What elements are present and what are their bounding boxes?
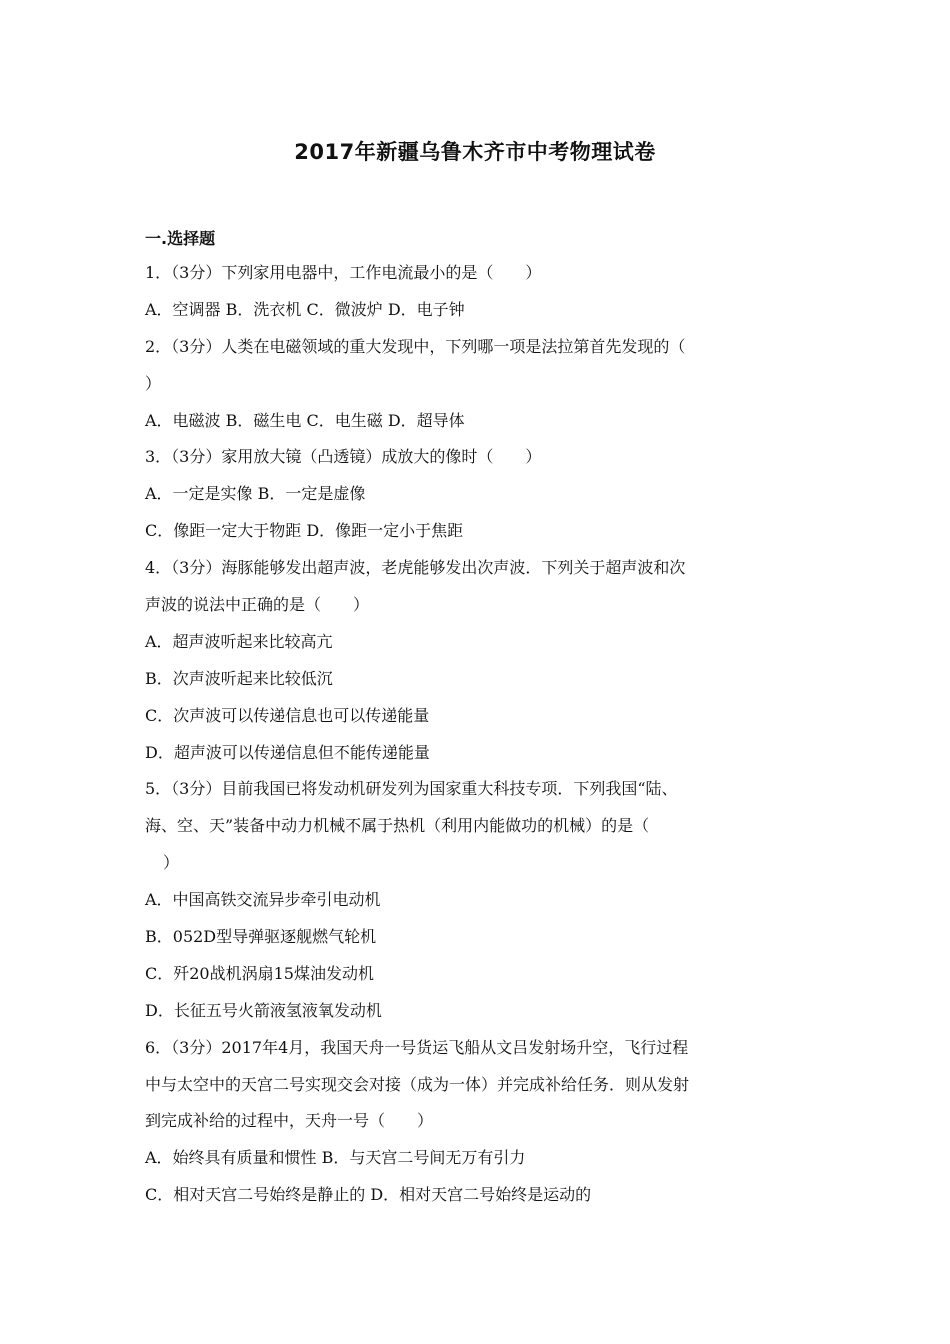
q1-options: A．空调器 B．洗衣机 C．微波炉 D．电子钟: [145, 299, 465, 319]
q6-stem-end: 到完成补给的过程中，天舟一号（ ）: [145, 1111, 434, 1131]
q4-stem: 4．（3分）海豚能够发出超声波，老虎能够发出次声波．下列关于超声波和次: [145, 558, 686, 578]
q6-stem: 6．（3分）2017年4月，我国天舟一号货运飞船从文吕发射场升空，飞行过程: [145, 1037, 689, 1057]
q3-options-ab: A．一定是实像 B．一定是虚像: [145, 484, 366, 504]
q4-option-c: C．次声波可以传递信息也可以传递能量: [145, 705, 430, 725]
q4-option-d: D．超声波可以传递信息但不能传递能量: [145, 742, 430, 762]
q6-stem-cont: 中与太空中的天宫二号实现交会对接（成为一体）并完成补给任务．则从发射: [145, 1074, 690, 1094]
q5-option-d: D．长征五号火箭液氢液氧发动机: [145, 1000, 382, 1020]
q4-option-a: A．超声波听起来比较高亢: [145, 631, 333, 651]
q5-option-b: B．052D型导弹驱逐舰燃气轮机: [145, 927, 377, 947]
q3-stem: 3．（3分）家用放大镜（凸透镜）成放大的像时（ ）: [145, 447, 542, 467]
q2-stem-cont: ）: [145, 373, 162, 393]
q2-options: A．电磁波 B．磁生电 C．电生磁 D．超导体: [145, 410, 465, 430]
q5-stem-end: ）: [163, 853, 180, 873]
q5-option-c: C．歼20战机涡扇15煤油发动机: [145, 963, 374, 983]
q4-option-b: B．次声波听起来比较低沉: [145, 668, 333, 688]
q5-stem-cont: 海、空、天”装备中动力机械不属于热机（利用内能做功的机械）的是（: [145, 816, 650, 836]
q1-stem: 1．（3分）下列家用电器中，工作电流最小的是（ ）: [145, 263, 542, 282]
section-heading: 一.选择题: [145, 229, 216, 248]
q2-stem: 2．（3分）人类在电磁领域的重大发现中，下列哪一项是法拉第首先发现的（: [145, 336, 686, 356]
question-list: [145, 255, 810, 1214]
q4-stem-cont: 声波的说法中正确的是（ ）: [145, 595, 370, 615]
q5-option-a: A．中国高铁交流异步牵引电动机: [145, 890, 381, 910]
q6-options-ab: A．始终具有质量和惯性 B．与天宫二号间无万有引力: [145, 1148, 526, 1168]
q3-options-cd: C．像距一定大于物距 D．像距一定小于焦距: [145, 521, 464, 541]
q6-options-cd: C．相对天宫二号始终是静止的 D．相对天宫二号始终是运动的: [145, 1185, 592, 1205]
page-title: 2017年新疆乌鲁木齐市中考物理试卷: [294, 140, 656, 164]
q5-stem: 5．（3分）目前我国已将发动机研发列为国家重大科技专项．下列我国“陆、: [145, 779, 678, 799]
